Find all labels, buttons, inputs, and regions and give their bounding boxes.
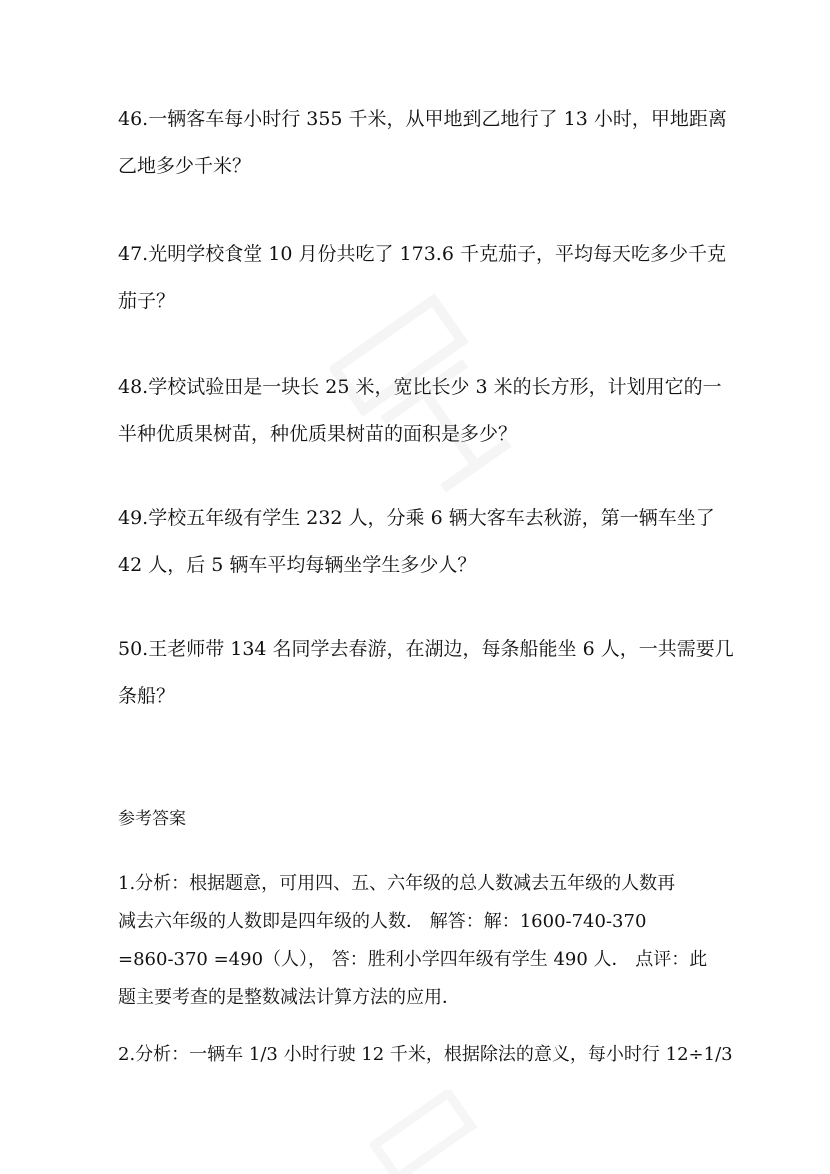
answer-2 [118, 1036, 733, 1074]
question-50 [118, 626, 734, 720]
question-50-line-1: 50.王老师带 134 名同学去春游，在湖边，每条船能坐 6 人，一共需要几 [118, 638, 734, 660]
question-48-line-1: 48.学校试验田是一块长 25 米，宽比长少 3 米的长方形，计划用它的一 [118, 376, 722, 398]
question-48-line-2: 半种优质果树苗，种优质果树苗的面积是多少？ [118, 423, 518, 445]
question-47 [118, 231, 726, 325]
answer-1 [118, 865, 718, 1017]
answer-2-line-1: 2.分析：一辆车 1/3 小时行驶 12 千米，根据除法的意义，每小时行 12÷1/3 [118, 1044, 733, 1065]
watermark-bottom-icon [370, 1090, 510, 1174]
question-48 [118, 364, 722, 458]
question-49-line-2: 42 人，后 5 辆车平均每辆坐学生多少人？ [118, 554, 477, 576]
question-46-line-2: 乙地多少千米？ [118, 155, 252, 177]
question-46 [118, 96, 727, 190]
answer-1-line-1: 1.分析：根据题意，可用四、五、六年级的总人数减去五年级的人数再 [118, 873, 676, 894]
answer-1-line-3: =860-370 =490（人）， 答：胜利小学四年级有学生 490 人． 点评：此 [118, 949, 708, 970]
answer-1-line-2: 减去六年级的人数即是四年级的人数． 解答：解：1600-740-370 [118, 911, 647, 932]
answer-heading: 参考答案 [118, 809, 186, 829]
question-50-line-2: 条船？ [118, 685, 176, 707]
question-49-line-1: 49.学校五年级有学生 232 人，分乘 6 辆大客车去秋游，第一辆车坐了 [118, 507, 715, 529]
question-47-line-1: 47.光明学校食堂 10 月份共吃了 173.6 千克茄子，平均每天吃多少千克 [118, 243, 726, 265]
answer-1-line-4: 题主要考查的是整数减法计算方法的应用． [118, 987, 460, 1008]
question-47-line-2: 茄子？ [118, 290, 176, 312]
question-49 [118, 495, 718, 589]
question-46-line-1: 46.一辆客车每小时行 355 千米，从甲地到乙地行了 13 小时，甲地距离 [118, 108, 727, 130]
